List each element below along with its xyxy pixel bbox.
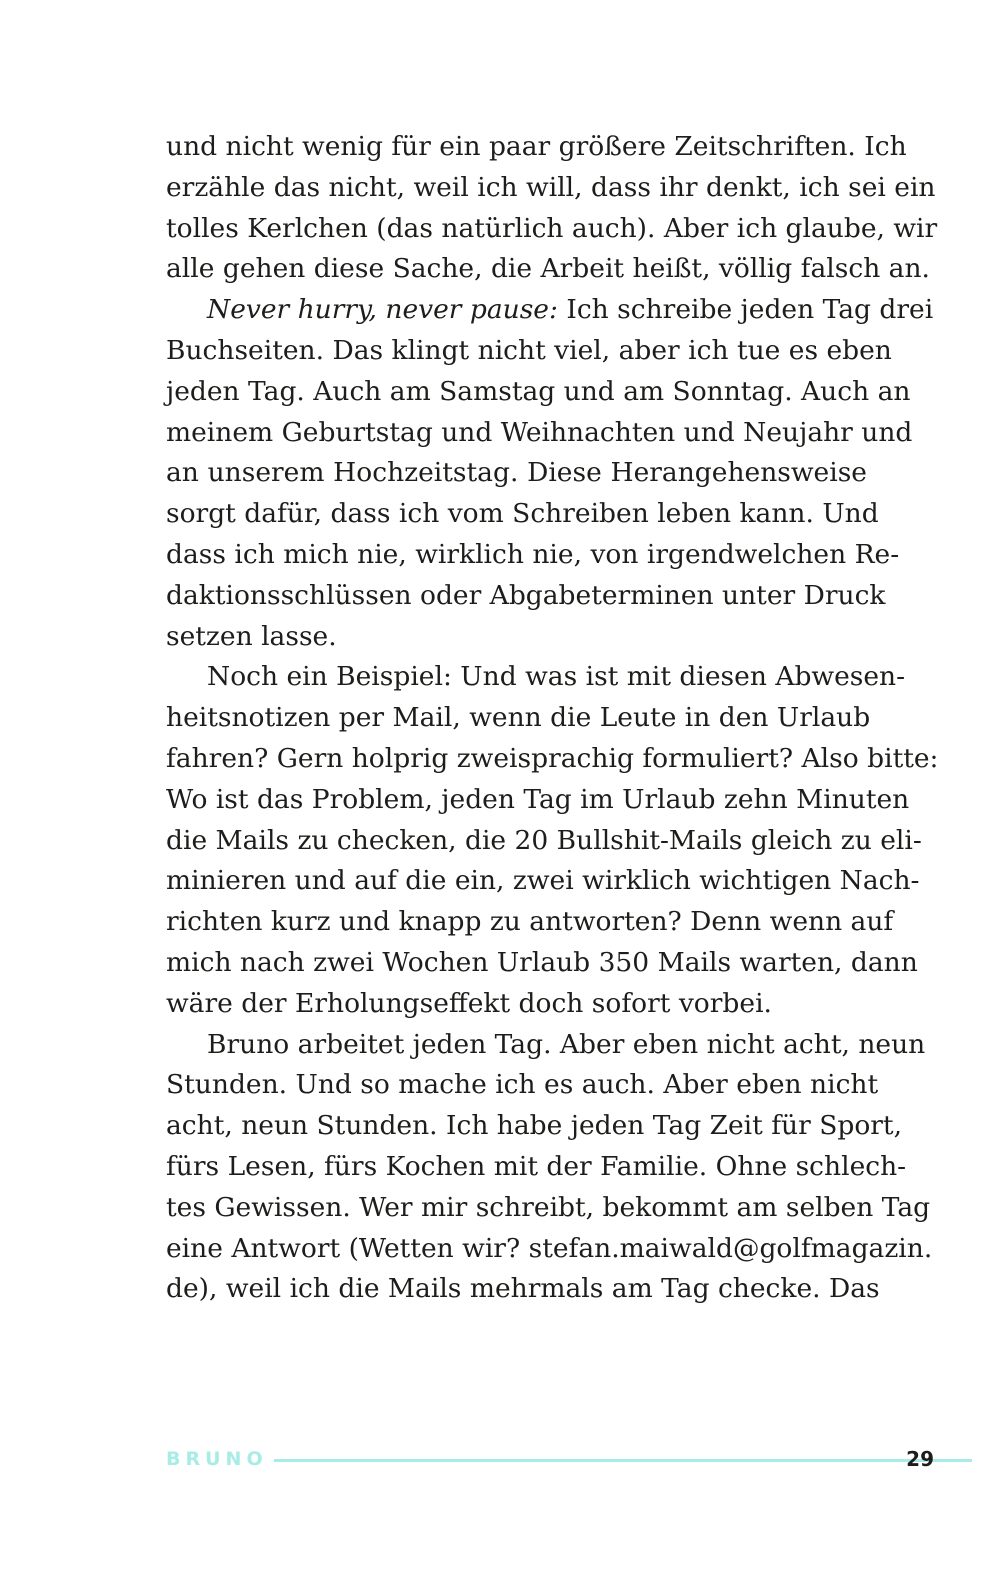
text-line: eine Antwort (Wetten wir? stefan.maiwald@golfmagazin. <box>166 1232 933 1264</box>
text-line: alle gehen diese Sache, die Arbeit heißt, völlig falsch an. <box>166 253 930 285</box>
text-line: fahren? Gern holprig zweisprachig formuliert? Also bitte: <box>166 742 939 774</box>
text-line: jeden Tag. Auch am Samstag und am Sonntag. Auch an <box>166 375 911 407</box>
page-footer <box>166 1446 934 1476</box>
running-head: BRUNO <box>166 1448 268 1470</box>
text-line: an unserem Hochzeitstag. Diese Herangehensweise <box>166 457 867 489</box>
text-line: Bruno arbeitet jeden Tag. Aber eben nicht acht, neun <box>207 1028 926 1060</box>
page-number: 29 <box>906 1447 934 1471</box>
text-line: fürs Lesen, fürs Kochen mit der Familie. Ohne schlech- <box>166 1150 907 1182</box>
text-line: acht, neun Stunden. Ich habe jeden Tag Zeit für Sport, <box>166 1110 903 1142</box>
text-line: meinem Geburtstag und Weihnachten und Neujahr und <box>166 416 913 448</box>
text-line: richten kurz und knapp zu antworten? Denn wenn auf <box>166 906 894 938</box>
text-line: erzähle das nicht, weil ich will, dass ihr denkt, ich sei ein <box>166 171 936 203</box>
body-text <box>166 127 939 1310</box>
text-line: Buchseiten. Das klingt nicht viel, aber ich tue es eben <box>166 334 892 366</box>
text-line: tes Gewissen. Wer mir schreibt, bekommt am selben Tag <box>166 1191 931 1223</box>
text-line-rest: Ich schreibe jeden Tag drei <box>557 294 934 326</box>
text-line: Wo ist das Problem, jeden Tag im Urlaub zehn Minuten <box>166 783 910 815</box>
text-line: wäre der Erholungseffekt doch sofort vorbei. <box>166 987 772 1019</box>
text-line <box>166 290 934 331</box>
footer-rule <box>274 1459 972 1462</box>
text-line: mich nach zwei Wochen Urlaub 350 Mails warten, dann <box>166 946 918 978</box>
text-line: de), weil ich die Mails mehrmals am Tag checke. Das <box>166 1273 880 1305</box>
text-line: Stunden. Und so mache ich es auch. Aber eben nicht <box>166 1069 879 1101</box>
text-line: die Mails zu checken, die 20 Bullshit-Mails gleich zu eli- <box>166 824 922 856</box>
italic-phrase: Never hurry, never pause: <box>207 294 558 326</box>
text-line: heitsnotizen per Mail, wenn die Leute in den Urlaub <box>166 702 871 734</box>
text-line: setzen lasse. <box>166 620 337 652</box>
text-line: dass ich mich nie, wirklich nie, von irgendwelchen Re- <box>166 538 900 570</box>
text-line: daktionsschlüssen oder Abgabeterminen unter Druck <box>166 579 886 611</box>
text-line: tolles Kerlchen (das natürlich auch). Aber ich glaube, wir <box>166 212 938 244</box>
text-line: sorgt dafür, dass ich vom Schreiben leben kann. Und <box>166 498 879 530</box>
text-line: Noch ein Beispiel: Und was ist mit diesen Abwesen- <box>207 661 906 693</box>
text-line: und nicht wenig für ein paar größere Zeitschriften. Ich <box>166 131 907 162</box>
text-line: minieren und auf die ein, zwei wirklich wichtigen Nach- <box>166 865 920 897</box>
